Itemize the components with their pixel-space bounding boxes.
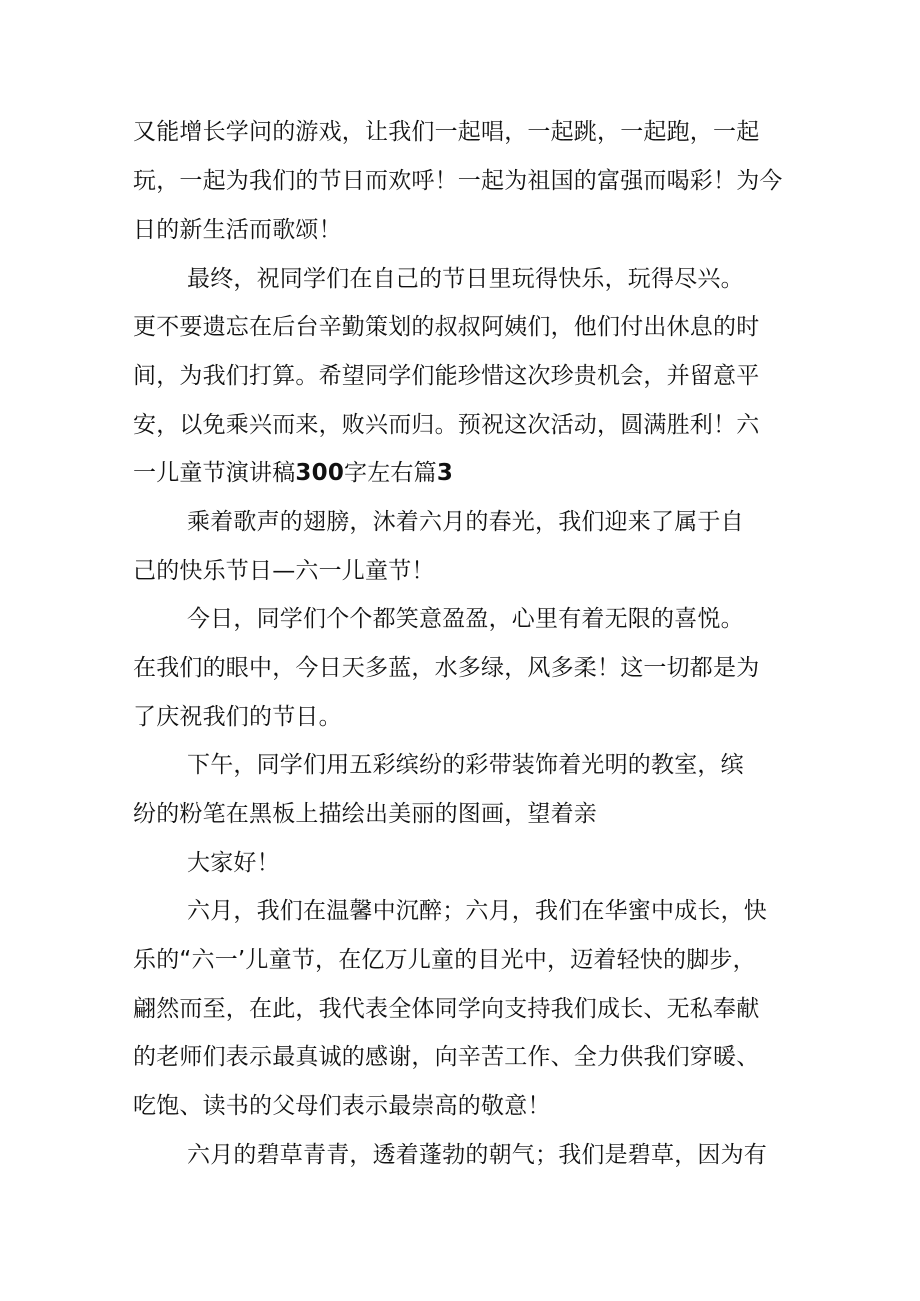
text-line: 今日，同学们个个都笑意盈盈，心里有着无限的喜悦。 — [187, 606, 744, 632]
heading-number: 300 — [295, 460, 345, 486]
text-line: 安，以免乘兴而来，败兴而归。预祝这次活动，圆满胜利！六 — [133, 412, 760, 438]
text-line: 翩然而至，在此，我代表全体同学向支持我们成长、无私奉献 — [133, 996, 760, 1022]
text-line: 在我们的眼中，今日天多蓝，水多绿，风多柔！这一切都是为 — [133, 655, 760, 681]
text-line: 玩，一起为我们的节日而欢呼！一起为祖国的富强而喝彩！为今 — [133, 168, 783, 194]
text-line: 最终，祝同学们在自己的节日里玩得快乐，玩得尽兴。 — [187, 266, 744, 292]
text-line: 六月，我们在温馨中沉醉；六月，我们在华蜜中成长，快 — [187, 898, 767, 924]
text-line: 了庆祝我们的节日。 — [133, 704, 342, 730]
text-line: 六月的碧草青青，透着蓬勃的朝气；我们是碧草，因为有 — [187, 1142, 767, 1168]
heading-number: 3 — [436, 460, 454, 486]
text-line: 更不要遗忘在后台辛勤策划的叔叔阿姨们，他们付出休息的时 — [133, 314, 760, 340]
text-line: 大家好！ — [187, 850, 280, 876]
heading-text: 字左右篇 — [344, 460, 437, 486]
text-line: 下午，同学们用五彩缤纷的彩带装饰着光明的教室，缤 — [187, 752, 744, 778]
text-line: 又能增长学问的游戏，让我们一起唱，一起跳，一起跑，一起 — [133, 119, 760, 145]
text-line: 乐的“六一’儿童节，在亿万儿童的目光中，迈着轻快的脚步， — [133, 947, 756, 973]
text-line: 纷的粉笔在黑板上描绘出美丽的图画，望着亲 — [133, 801, 597, 827]
text-line: 吃饱、读书的父母们表示最崇高的敬意！ — [133, 1093, 551, 1119]
text-line: 日的新生活而歌颂！ — [133, 217, 342, 243]
text-line: 间，为我们打算。希望同学们能珍惜这次珍贵机会，并留意平 — [133, 363, 760, 389]
text-line: 己的快乐节日—六一儿童节！ — [133, 558, 435, 584]
text-line: 乘着歌声的翅膀，沐着六月的春光，我们迎来了属于自 — [187, 509, 744, 535]
section-heading-line — [133, 453, 813, 493]
heading-text: 一儿童节演讲稿 — [133, 460, 296, 486]
text-line: 的老师们表示最真诚的感谢，向辛苦工作、全力供我们穿暖、 — [133, 1044, 760, 1070]
